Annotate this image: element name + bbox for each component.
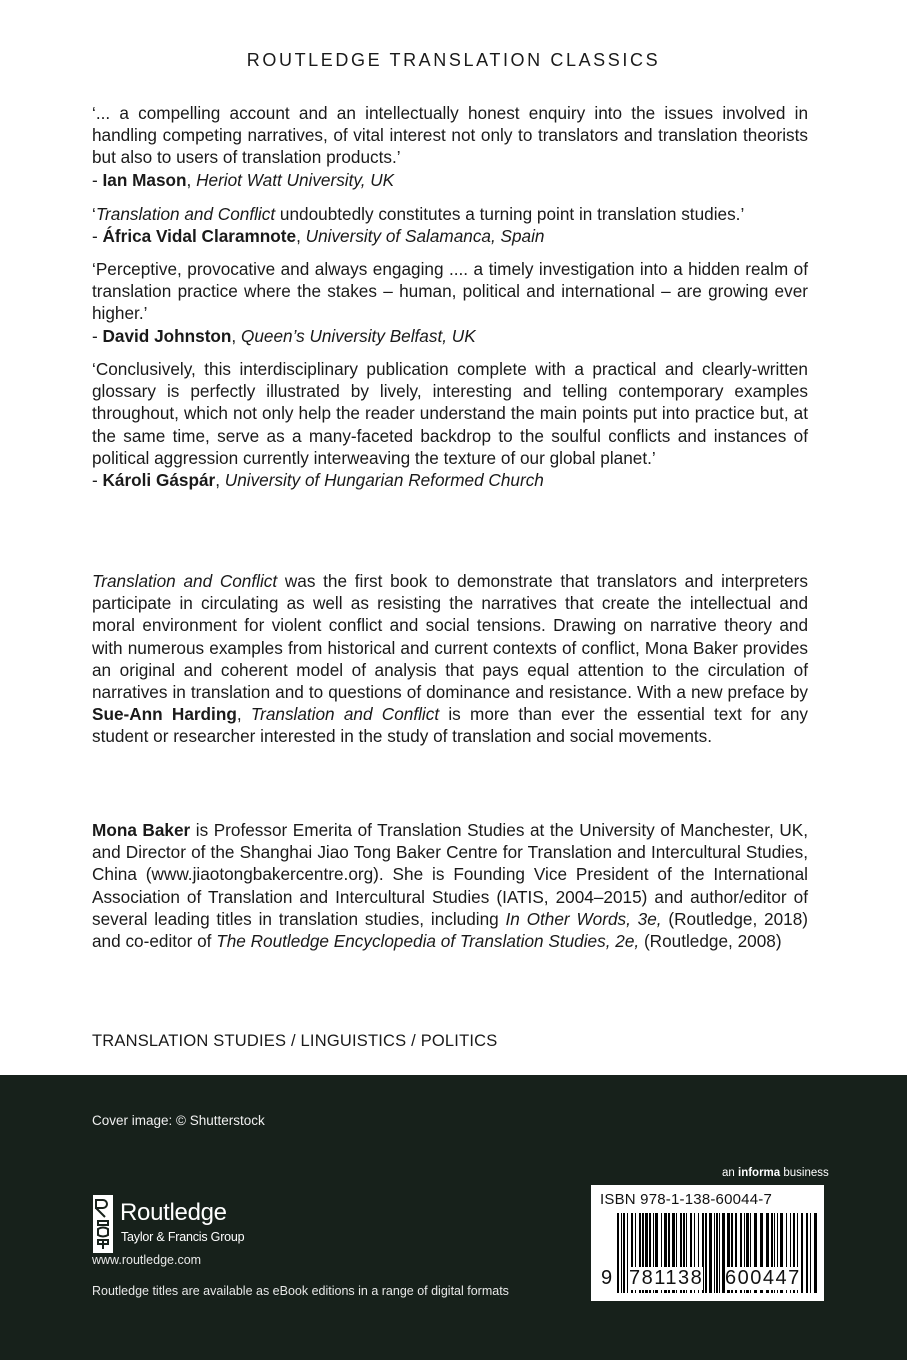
- barcode-group-1: 781138: [629, 1267, 704, 1289]
- quote-affiliation: Queen’s University Belfast, UK: [240, 325, 476, 346]
- quote-attribution: - Ian Mason, Heriot Watt University, UK: [92, 169, 395, 190]
- quote-text: [92, 203, 808, 225]
- quote-open-mark: ‘: [92, 204, 96, 224]
- publisher-url[interactable]: www.routledge.com: [92, 1253, 202, 1267]
- quote-affiliation: Heriot Watt University, UK: [196, 169, 395, 190]
- bio-part: (Routledge, 2018) and co-editor of: [92, 908, 808, 952]
- publisher-logo: [92, 1195, 292, 1255]
- informa-suffix: business: [780, 1167, 829, 1179]
- barcode-group-2: 600447: [725, 1267, 801, 1289]
- informa-brand: informa: [738, 1167, 781, 1179]
- barcode-panel: [591, 1185, 824, 1301]
- quote-attribution: - África Vidal Claramnote, University of Salamanca, Spain: [92, 226, 545, 247]
- attribution-dash: -: [92, 325, 103, 346]
- footer-band: [0, 1075, 907, 1360]
- blurb-text: [92, 570, 808, 748]
- attribution-dash: -: [92, 226, 103, 247]
- quote-attribution: - Károli Gáspár, University of Hungarian Reformed Church: [92, 470, 544, 491]
- quote-text: ‘Conclusively, this interdisciplinary publication complete with a practical and clearly-written glossary is perfectly illustrated by lively, interesting and telling contemporary examples throughout, which not only help the reader understand the main points put into practice but, at the same time, serve as a many-faceted backdrop to the soulful conflicts and instances of political aggression currently interweaving the texture of our global planet.’: [92, 359, 808, 468]
- bio-part: is Professor Emerita of Translation Studies at the University of Manchester, UK, and Director of the Shanghai Jiao Tong Baker Centre for Translation and Intercultural Studies, China (www.jiaotongbakercentre.org). She is Founding Vice President of the International Association of Translation and Intercultural Studies (IATIS, 2004–2015) and author/editor of several leading titles in translation studies, including: [92, 820, 808, 929]
- attribution-dash: -: [92, 169, 103, 190]
- quote-affiliation: University of Salamanca, Spain: [305, 226, 545, 247]
- quote-block-2: [92, 203, 808, 247]
- blurb-part: was the first book to demonstrate that translators and interpreters participate in circulating as well as resisting the narratives that create the intellectual and moral environment for violent conflict and social tensions. Drawing on narrative theory and with numerous examples from historical and current contexts of conflict, Mona Baker provides an original and coherent model of analysis that pays equal attention to the circulation of narratives in translation and to questions of dominance and resistance. With a new preface by: [92, 571, 808, 703]
- ebook-note: Routledge titles are available as eBook editions in a range of digital formats: [92, 1284, 509, 1298]
- attribution-dash: -: [92, 470, 103, 491]
- bio-text: [92, 819, 808, 952]
- quote-text: ‘... a compelling account and an intellectually honest enquiry into the issues involved in handling competing narratives, of vital interest not only to translators and translation theorists but also to users of translation products.’: [92, 103, 808, 168]
- quote-block-4: [92, 358, 808, 491]
- blurb-book-title: Translation and Conflict: [92, 571, 278, 591]
- book-blurb: [92, 570, 808, 748]
- subject-categories: TRANSLATION STUDIES / LINGUISTICS / POLITICS: [92, 1032, 498, 1050]
- blurb-book-title: Translation and Conflict: [250, 704, 440, 725]
- author-bio: [92, 819, 808, 952]
- bio-part: (Routledge, 2008): [639, 931, 782, 952]
- informa-prefix: an: [722, 1167, 738, 1179]
- barcode-lead-digit: 9: [601, 1267, 613, 1289]
- blurb-part: ,: [236, 704, 251, 725]
- quote-block-3: [92, 258, 808, 347]
- preface-author: Sue-Ann Harding: [92, 704, 237, 725]
- isbn-number: ISBN 978-1-138-60044-7: [600, 1191, 773, 1208]
- quote-text: ‘Perceptive, provocative and always engaging .... a timely investigation into a hidden realm of translation practice where the stakes – human, political and international – are growing ever higher.’: [92, 259, 808, 324]
- informa-tag: [722, 1167, 829, 1179]
- quote-author: David Johnston: [102, 325, 232, 346]
- quote-block-1: [92, 102, 808, 191]
- cover-credit: Cover image: © Shutterstock: [92, 1113, 265, 1128]
- quote-book-title: Translation and Conflict: [95, 204, 276, 224]
- quote-affiliation: University of Hungarian Reformed Church: [224, 470, 544, 491]
- publisher-group: Taylor & Francis Group: [121, 1230, 245, 1244]
- publisher-name: Routledge: [120, 1199, 227, 1226]
- blurb-part: is more than ever the essential text for any student or researcher interested in the study of translation and social movements.: [92, 704, 808, 747]
- routledge-logo-icon: [92, 1195, 114, 1253]
- quote-author: Ian Mason: [102, 169, 187, 190]
- series-title: ROUTLEDGE TRANSLATION CLASSICS: [246, 50, 661, 70]
- quote-rest: undoubtedly constitutes a turning point in translation studies.’: [275, 204, 745, 224]
- quote-attribution: - David Johnston, Queen’s University Belfast, UK: [92, 325, 476, 346]
- bio-book-title: The Routledge Encyclopedia of Translation Studies, 2e,: [216, 931, 640, 952]
- bio-author: Mona Baker: [92, 820, 191, 840]
- bio-book-title: In Other Words, 3e,: [505, 908, 662, 929]
- quote-author: África Vidal Claramnote: [102, 226, 297, 247]
- quote-author: Károli Gáspár: [102, 470, 216, 491]
